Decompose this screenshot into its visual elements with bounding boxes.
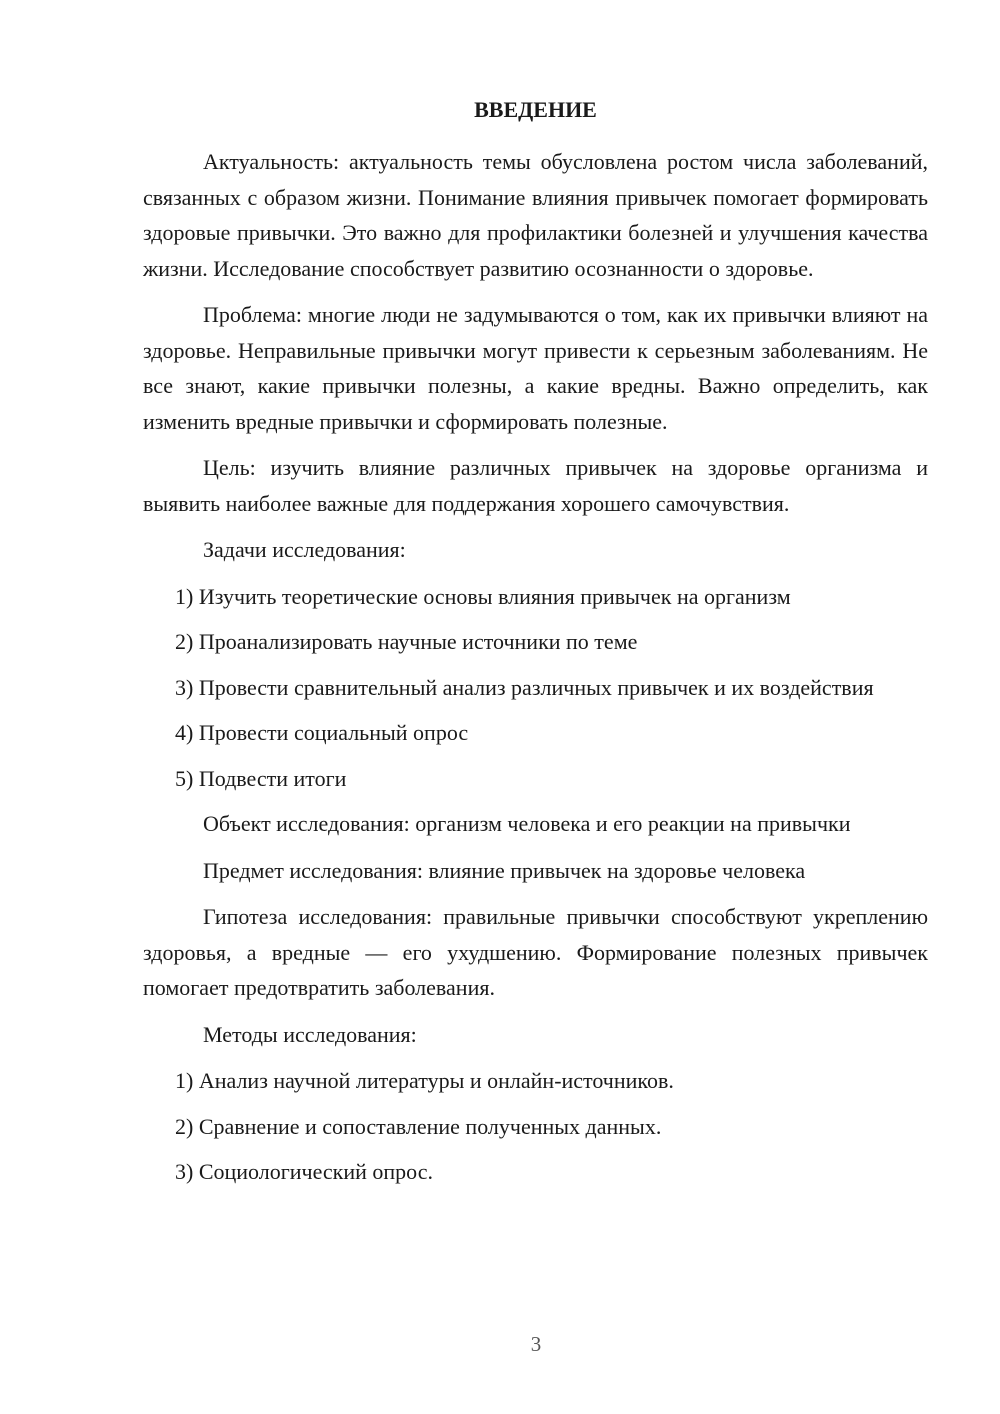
page-content (143, 92, 928, 1200)
page-title: ВВЕДЕНИЕ (474, 97, 597, 122)
problem-paragraph: Проблема: многие люди не задумываются о том, как их привычки влияют на здоровье. Неправильные привычки могут привести к серьезным заболеваниям. Не все знают, какие привычки полезны, а какие вредны. Важно определить, как изменить вредные привычки и сформировать полезные. (143, 302, 928, 434)
task-item: 3) Провести сравнительный анализ различных привычек и их воздействия (175, 674, 874, 700)
task-item: 1) Изучить теоретические основы влияния привычек на организм (175, 583, 791, 609)
goal-paragraph: Цель: изучить влияние различных привычек на здоровье организма и выявить наиболее важные для поддержания хорошего самочувствия. (143, 455, 928, 516)
task-item: 4) Провести социальный опрос (175, 720, 469, 745)
hypothesis-paragraph: Гипотеза исследования: правильные привычки способствуют укреплению здоровья, а вредные — его ухудшению. Формирование полезных привычек помогает предотвратить заболевания. (143, 904, 928, 1000)
page-number: 3 (530, 1332, 542, 1356)
task-item: 5) Подвести итоги (175, 765, 347, 791)
methods-heading: Методы исследования: (203, 1021, 417, 1047)
task-item: 2) Проанализировать научные источники по теме (175, 629, 638, 654)
method-item: 3) Социологический опрос. (175, 1159, 433, 1184)
relevance-paragraph: Актуальность: актуальность темы обусловлена ростом числа заболеваний, связанных с образом жизни. Понимание влияния привычек помогает формировать здоровые привычки. Это важно для профилактики болезней и улучшения качества жизни. Исследование способствует развитию осознанности о здоровье. (143, 149, 928, 281)
subject-paragraph: Предмет исследования: влияние привычек на здоровье человека (203, 857, 806, 883)
tasks-heading: Задачи исследования: (203, 537, 406, 562)
object-paragraph: Объект исследования: организм человека и его реакции на привычки (203, 811, 851, 836)
method-item: 2) Сравнение и сопоставление полученных данных. (175, 1113, 662, 1139)
method-item: 1) Анализ научной литературы и онлайн-источников. (175, 1068, 674, 1093)
